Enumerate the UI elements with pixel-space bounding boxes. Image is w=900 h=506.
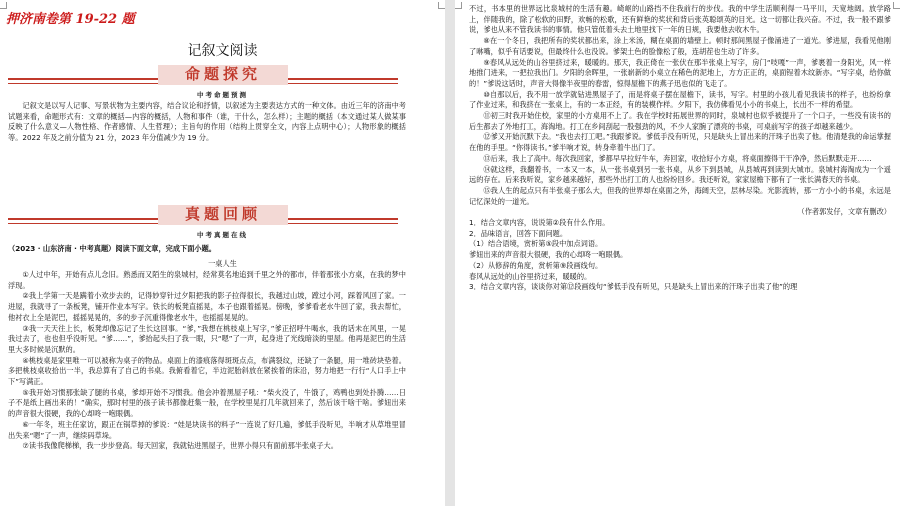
doc-title: 记叙文阅读: [187, 43, 258, 59]
section-banner-prediction: [8, 61, 398, 87]
crop-mark: [893, 2, 900, 9]
source-note: （作者郭发仔，文章有删改）: [797, 207, 891, 217]
banner-label: 命题探究: [184, 65, 261, 83]
paragraph: ⑩自那以后，我不用一放学就钻进黑屋子了，而是将桌子摆在屋檐下，读书，写字。村里的小孩儿看见我读书的样子，也纷纷拿了作业过来，和我挤在一张桌上，有的一本正经，有的装模作样。夕阳下，我仿佛看见小小的书桌上，长出不一样的希望。: [469, 89, 891, 110]
question-prompt: （2023 · 山东济南 · 中考真题）阅读下面文章，完成下面小题。: [8, 244, 216, 253]
paragraph: ⑮我人生的起点只有半张桌子那么大，但我的世界却在桌面之外，海阔天空，层林尽染。光影流转，那一方小小的书桌，永远是记忆深处的一道光。: [469, 185, 891, 206]
section-subtitle: 中考命题预测: [197, 91, 248, 99]
banner-label: 真题回顾: [184, 205, 261, 223]
question-item: 1．结合文章内容，说说第②段有什么作用。: [469, 218, 610, 228]
crop-mark: [438, 2, 445, 9]
section-banner-review: [8, 201, 398, 227]
paragraph: ⑫爹又开始沉默下去。“我也去打工吧。”我跟爹说。爹低手没有听见，只是缺头上冒出来的汗珠子出卖了他。他清楚我的命运掌握在他的手里。“你得读书。”爹半响才说，转身牵着牛出门了。: [469, 132, 891, 153]
paragraph: ③我一天天往上长，板凳却像忘记了生长这回事。“爹，”我想在桃枝桌上写字，”爹正招呼牛喝水，我的话未在风里，一晃我过去了，也也但乎没听见。“爹……”，爹抬起头扫了我一眼，只“嗯”了一声，起身进了光线暗淡的里屋。他再是泥巴的生活里大多时候是沉默的。: [8, 323, 406, 354]
paragraph: ⑥一年冬，班主任家访，跟正在锅草掉的爹说：“娃是块读书的料子”一连说了好几遍，爹低手没听见，半响才从草堆里冒出失来“嗯”了一声，继续码草垛。: [8, 419, 406, 440]
paragraph: ⑦读书我像爬梯梯，我一步步登高。每天回家，我就钻进黑屋子，世界小得只有面前那半张桌子大。: [22, 441, 338, 451]
paragraph: ①人过中年，开始有点儿念旧。熟悉而又陌生的泉城村，经常莫名地追到千里之外的都市，伴着那张小方桌，在我的梦中浮现。: [8, 270, 406, 290]
story-body-left: [8, 270, 406, 452]
paragraph: ⑨春风从远处的山谷里挤过来，暖暖的。那天，我正倚在一张伏在那半张桌上写字，房门“吱嘎”一声，爹裹着一身阳光，风一样地推门进来，一把拉我出门。夕阳的余晖里，一张崭新的小桌立在稀色的泥地上，方方正正的，桌面锃着木纹新亦。“写字桌，给你做的！”爹说这话时，声音大得像半夜里的春雷，惊得屋檐下的燕子迅也似的飞走了。: [469, 57, 891, 88]
paragraph: ⑧在一个冬日，我把所有的奖状都出来，涂上米汤，糊在桌面的墙壁上。顿时那间黑屋子像涌进了一道光。爹进屋，我看见他刚了咻嘴，似乎有话要说，但最终什么也没说。爹架土色的脸像松了般，连胡茬也生动了许多。: [469, 36, 891, 56]
paragraph: 不过，书本里的世界远比泉城村的生活有趣。崎岖的山路挡不住我前行的步伐。我的中学生活顺利得一马平川，天宽地阔。放学路上，伴随我的，除了松软的田野，欢畅的松歌，还有鲜艳的奖状和背后张英聪颂英的目光。这一切都让我兴奋。不过，我一般不跟爹说，爹也从来不管我读书的事情。他只管低着头去土地里找下一年的日规，我要他去收木牛。: [469, 4, 891, 35]
question-item: （1）结合语境，赏析第⑤段中加点词语。: [469, 239, 603, 249]
paragraph: ⑪初三时我开始住校，家里的小方桌用不上了。我在学校时拓展世界的同时，泉城村也似乎被提升了一个口子，一些没有读书的后生都去了外地打工，海淘地。打工在乡间刮起一股强劲的风，不少人家腕了漂亮的书桌，可桌前写字的孩子却越来越少。: [469, 111, 891, 131]
intro-text: 记叙文是以写人记事、写景状物为主要内容，结合议论和抒情，以叙述为主要表达方式的一种文体。由近三年的济南中考试题来看，命题形式有：文章的概括—内容的概括，人物和事件（谁，干什么，怎么样）；主题的概括（本文通过某人做某事反映了什么意义—人物性格、作者感情、人生哲理）；主旨句的作用（结构上贯穿全文，内容上点明中心）；人物形象的概括等。2022 年及之前分值为 21 分，2023 年分值减少为 19 分。: [8, 101, 406, 143]
story-title: 一桌人生: [208, 259, 237, 268]
right-page: [455, 0, 900, 506]
story-body-right: [469, 4, 891, 293]
section-subtitle: 中考真题在线: [197, 231, 248, 239]
question-item: 2．品味语言，回答下面问题。: [469, 228, 568, 238]
page-gutter: [445, 0, 455, 506]
question-item: 爹妞出来的声音很大很硬，我的心却咚一咆眼偶。: [469, 250, 628, 260]
question-item: 3．结合文章内容，谈谈你对第⑫段画线句“爹低手没有听见，只是缺头上冒出来的汗珠子出卖了他”的理: [469, 282, 798, 292]
left-page: [0, 0, 445, 506]
paragraph: ⑭就这样，我翻着书，一本又一本，从一张书桌到另一张书桌，从乡下到县城，从县城再到读到大城市。泉城村海淘成为一个遥远的存在。后来我听说，家乡越来越好，那些外出打工的人也纷纷回乡。我还听说，家家屋檐下都有了一张长满春天的书桌。: [469, 164, 891, 185]
question-item: 春风从远处的山谷里挤过来，暖暖的。: [469, 271, 592, 281]
crop-mark: [455, 2, 462, 9]
paragraph: ⑤我开始习惯那张缺了腿的书桌，爹却开始不习惯我。他会冲着黑屋子吼：“柴火没了，牛饿了，鸡鸭也到处扑腾……日子不是纸上画出来的！”确实，那时村里的孩子读书都像赶集一般，在学校里晃打几年就回来了，然后该干啥干啥。爹妞出来的声音很大很硬，我的心却咚一咆眼偶。: [8, 387, 406, 419]
question-item: （2）从修辞的角度，赏析第⑨段画线句。: [469, 260, 603, 270]
paragraph: ④桃枝桌是家里唯一可以被称为桌子的物品。桌面上的漆痕落得斑斑点点，布满裂纹，还缺了一条腿，用一堆砖块垫着。多把桃枝桌收拾出一半，我总算有了自己的书桌。我俯看着它，半边泥胎斜放在紧挨着的床沿，努力地把一行行“人口手上中下”写满正。: [8, 355, 406, 387]
paragraph: ⑬后来，我上了高中。每次我回家，爹都早早拉好牛车，奔回家，收拾好小方桌，将桌面擦得干干净净，然后默默走开……: [483, 153, 872, 163]
topic-header: 押济南卷第 19-22 题: [6, 12, 135, 27]
paragraph: ②我上学第一天是蹒着小欢步去的，记得妙穿针过夕阳把我的影子拉得很长，我越过山坡，蹚过小河，踩着风回了家。一进屋，我就寻了一条板凳，铺开作业本写字。铁长的板凳直摇晃，本子也跟着摇晃。傍晚，爹爹看老水牛回了家，我去帮忙，他衬衣上全是泥巴，摇摇晃晃的，多的步子沉重得像老水牛，也摇摇晃晃的。: [8, 291, 406, 322]
